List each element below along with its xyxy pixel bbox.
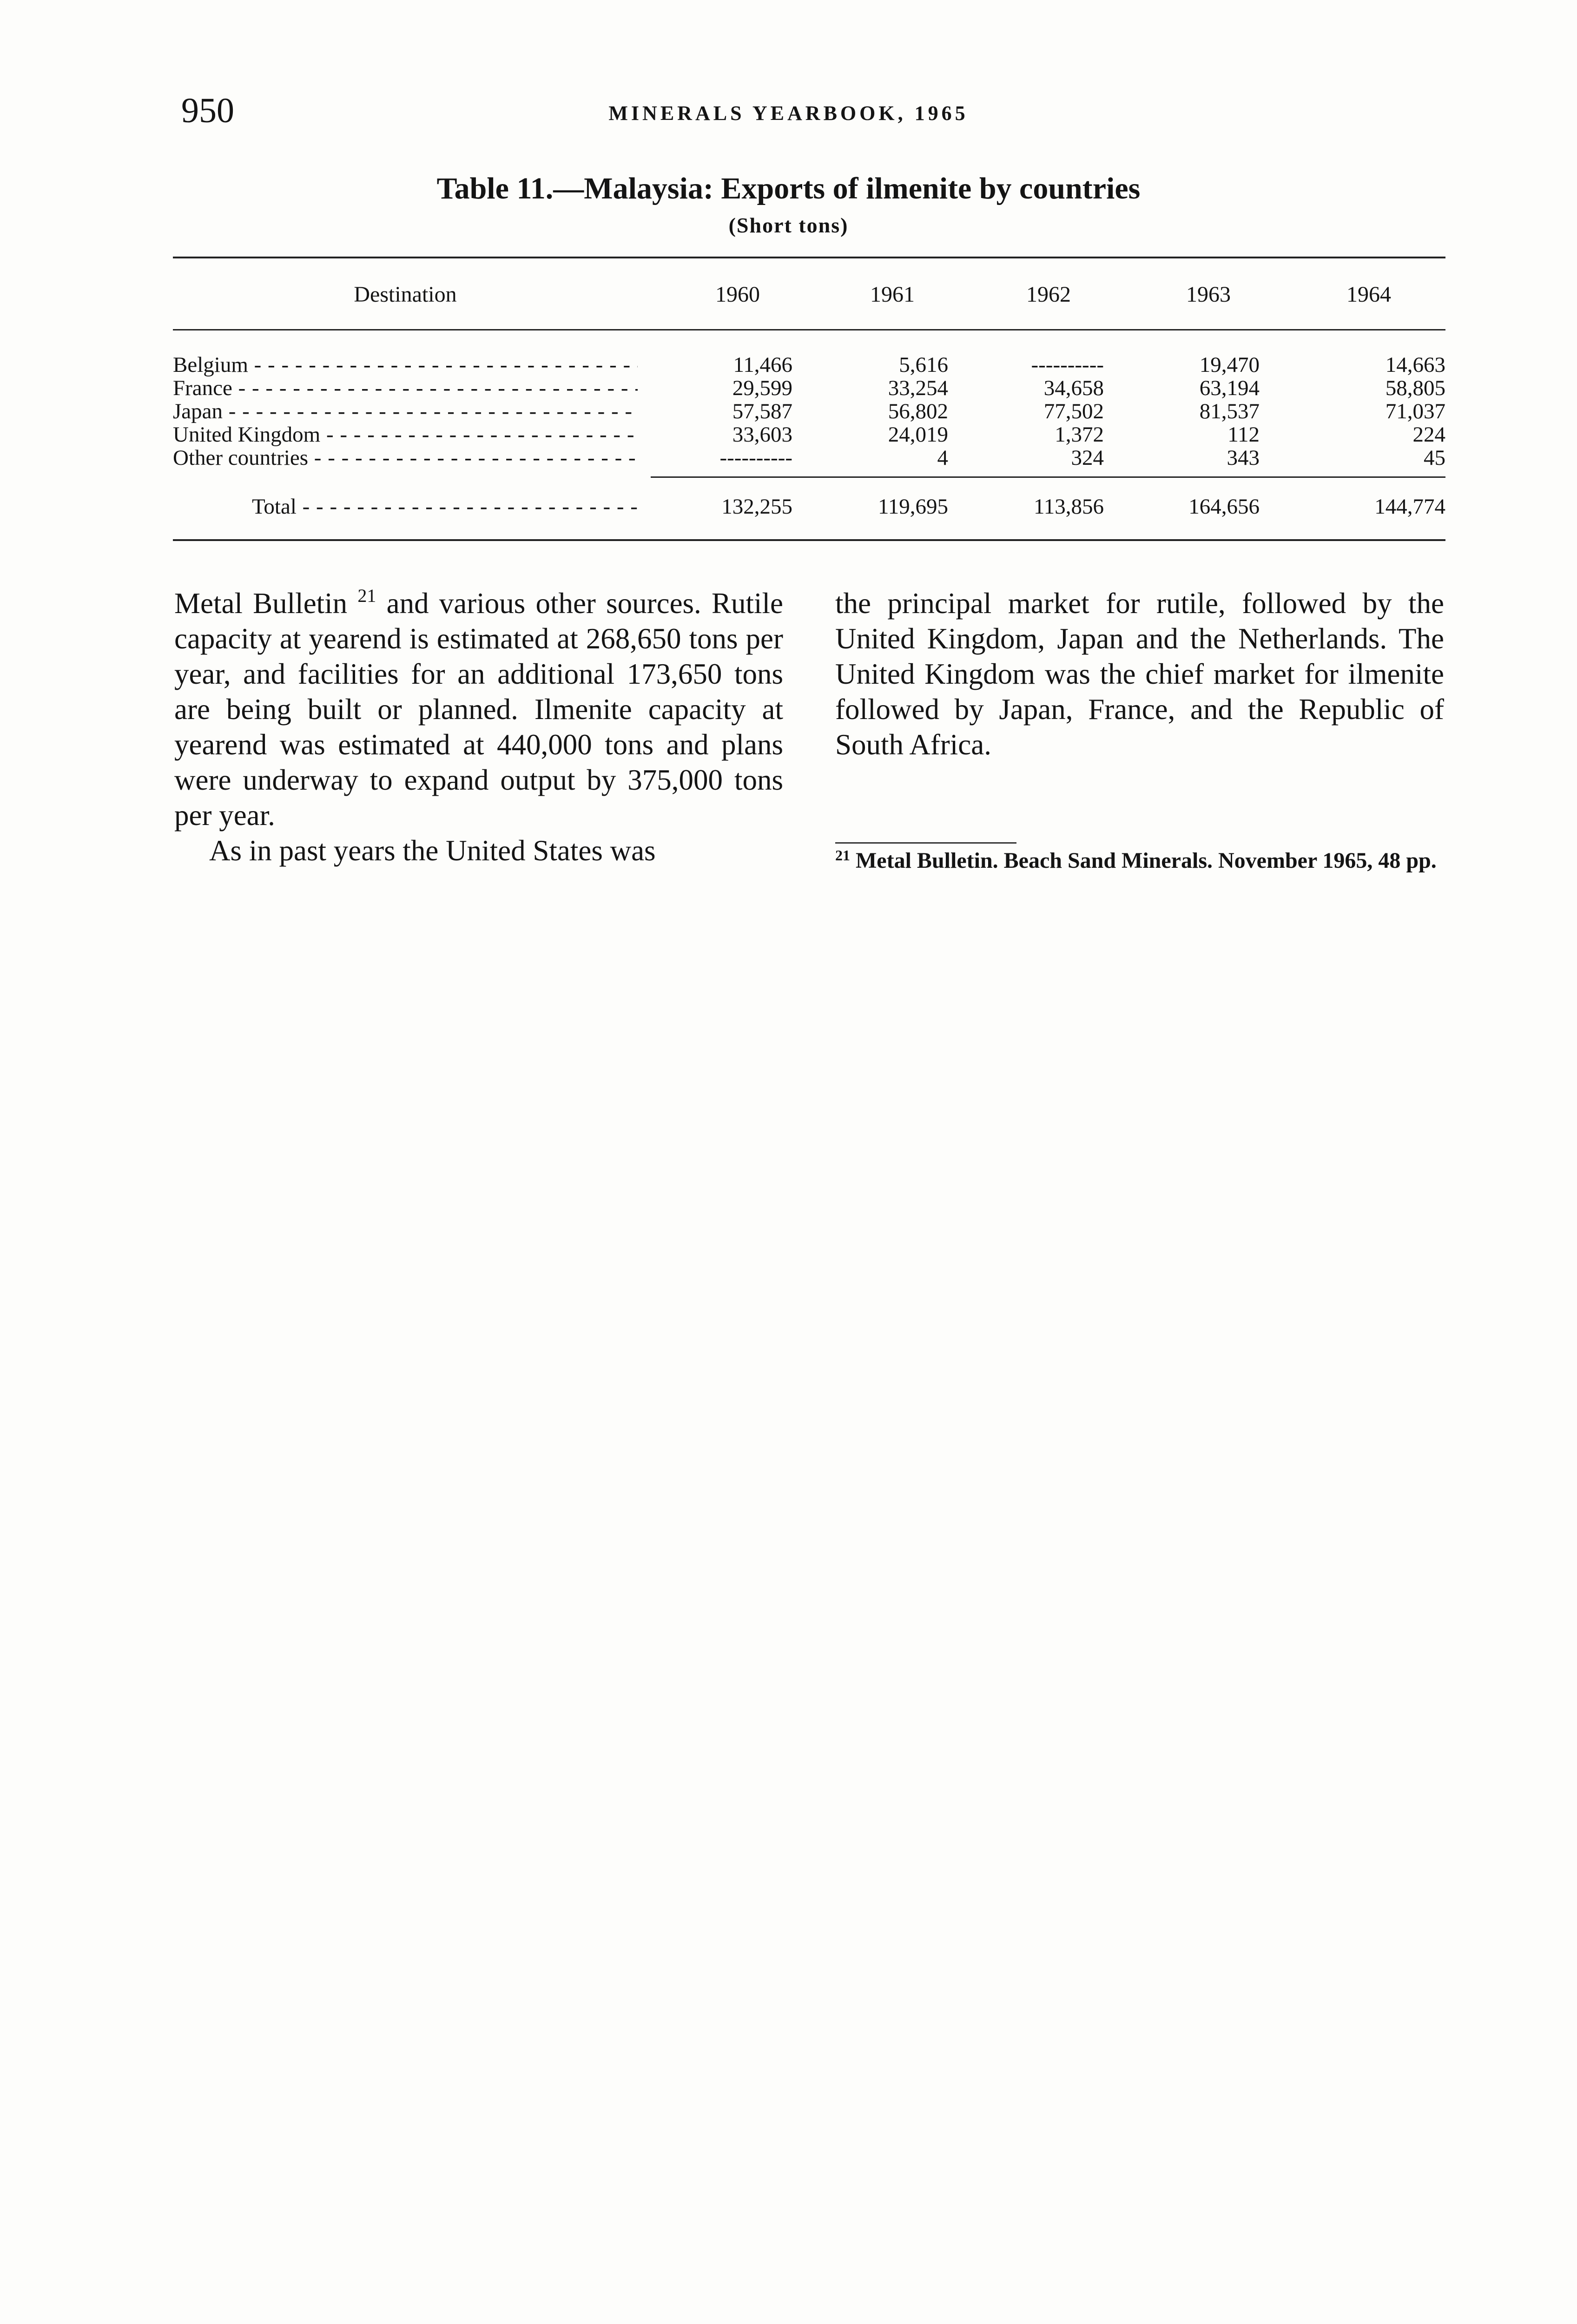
total-value: 144,774	[1374, 495, 1445, 519]
cell-value: ----------	[719, 446, 792, 470]
cell-value: 224	[1412, 423, 1445, 447]
total-label: Total - - -	[252, 493, 638, 521]
cell-value: 63,194	[1199, 376, 1260, 400]
body-column-right	[835, 586, 1444, 762]
table-row	[173, 423, 1445, 446]
total-value: 119,695	[878, 495, 948, 519]
paragraph-text: and various other sources. Rutile capacity at yearend is estimated at 268,650 tons per year, and facilities for an additional 173,650 tons are being built or planned. Ilmenite capacity at yearend was estimated at 440,000 tons and plans were underway to expand output by 375,000 tons per year.	[174, 587, 784, 832]
table-body	[173, 353, 1445, 469]
cell-value: 56,802	[888, 399, 948, 423]
table-row	[173, 353, 1445, 376]
cell-value: 45	[1424, 446, 1445, 470]
footnote	[835, 848, 1444, 873]
cell-value: 324	[1071, 446, 1104, 470]
cell-value: 29,599	[732, 376, 792, 400]
cell-value: 34,658	[1043, 376, 1104, 400]
table-row	[173, 400, 1445, 423]
body-column-left	[174, 586, 783, 868]
table-header-rule	[173, 329, 1445, 330]
cell-value: 58,805	[1385, 376, 1445, 400]
footnote-rule	[835, 842, 1016, 844]
total-rule	[651, 476, 1445, 478]
column-header-1962: 1962	[1026, 282, 1071, 307]
table-row	[173, 376, 1445, 400]
row-label: Other countries - - -	[173, 446, 638, 469]
cell-value: 33,254	[888, 376, 948, 400]
footnote-text: Metal Bulletin. Beach Sand Minerals. November 1965, 48 pp.	[856, 848, 1437, 873]
running-head: MINERALS YEARBOOK, 1965	[608, 102, 969, 125]
cell-value: 77,502	[1043, 399, 1104, 423]
cell-value: 19,470	[1199, 353, 1260, 377]
table-row	[173, 446, 1445, 469]
source-name: Metal Bulletin	[174, 587, 348, 620]
cell-value: ----------	[1031, 353, 1104, 377]
cell-value: 4	[937, 446, 948, 470]
column-header-1964: 1964	[1346, 282, 1391, 307]
cell-value: 343	[1227, 446, 1260, 470]
cell-value: 14,663	[1385, 353, 1445, 377]
cell-value: 33,603	[732, 423, 792, 447]
footnote-number: 21	[835, 847, 850, 864]
row-label: Japan - - -	[173, 400, 638, 423]
row-label: United Kingdom - - -	[173, 423, 638, 446]
cell-value: 81,537	[1199, 399, 1260, 423]
cell-value: 112	[1227, 423, 1260, 447]
cell-value: 24,019	[888, 423, 948, 447]
cell-value: 1,372	[1055, 423, 1104, 447]
table-subtitle: (Short tons)	[728, 213, 849, 237]
table-top-rule	[173, 257, 1445, 258]
cell-value: 11,466	[733, 353, 792, 377]
row-label: France - - -	[173, 376, 638, 400]
footnote-ref: 21	[357, 585, 376, 606]
paragraph	[174, 586, 783, 833]
paragraph: As in past years the United States was	[209, 834, 656, 867]
total-value: 164,656	[1188, 495, 1260, 519]
table-title: Table 11.—Malaysia: Exports of ilmenite by countries	[436, 172, 1141, 205]
table-total-row	[173, 493, 1445, 521]
page-number: 950	[181, 91, 234, 130]
row-label: Belgium - - -	[173, 353, 638, 376]
column-header-1960: 1960	[715, 282, 760, 307]
paragraph: the principal market for rutile, followed by the United Kingdom, Japan and the Netherlands. The United Kingdom was the chief market for ilmenite followed by Japan, France, and the Republic of South Africa.	[835, 587, 1444, 761]
cell-value: 5,616	[899, 353, 948, 377]
total-value: 113,856	[1033, 495, 1104, 519]
column-header-1963: 1963	[1186, 282, 1231, 307]
total-value: 132,255	[721, 495, 792, 519]
table-bottom-rule	[173, 539, 1445, 541]
column-header-destination: Destination	[354, 282, 457, 307]
cell-value: 57,587	[732, 399, 792, 423]
cell-value: 71,037	[1385, 399, 1445, 423]
column-header-1961: 1961	[870, 282, 915, 307]
